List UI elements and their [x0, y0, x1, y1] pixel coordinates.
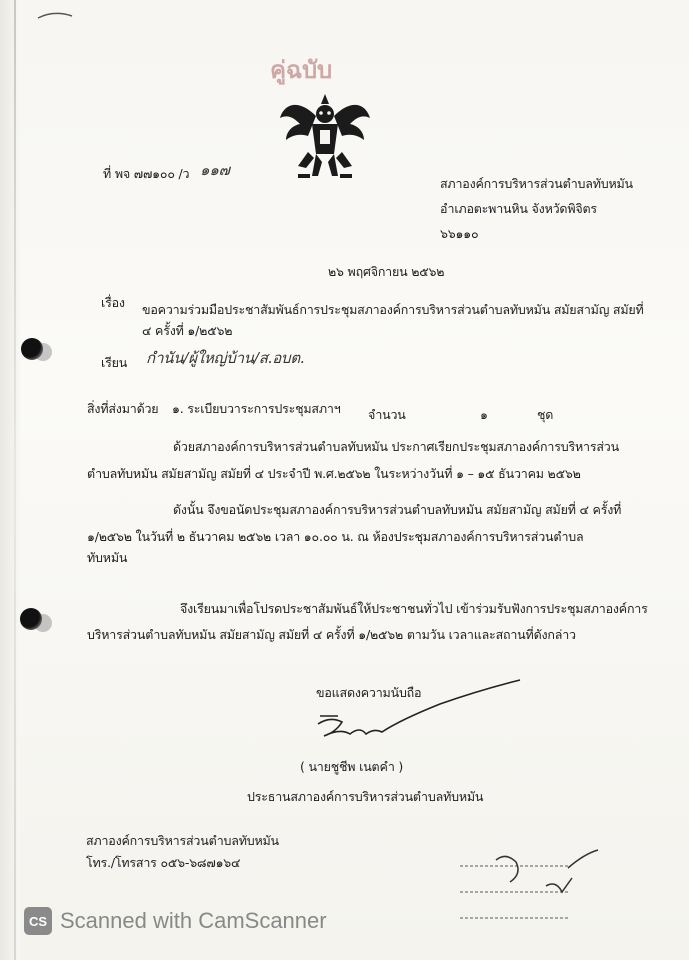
- paragraph-2-line-2: ๑/๒๕๖๒ ในวันที่ ๒ ธันวาคม ๒๕๖๒ เวลา ๑๐.๐๐ น. ณ ห้องประชุมสภาองค์การบริหารส่วนตำบล: [87, 529, 584, 544]
- document-date: ๒๖ พฤศจิกายน ๒๕๖๒: [328, 264, 445, 279]
- recipient-label: เรียน: [101, 355, 128, 370]
- subject-line-2: ๔ ครั้งที่ ๑/๒๕๖๒: [142, 323, 233, 338]
- scribble-mark-icon: [36, 6, 76, 26]
- enclosure-unit: ชุด: [537, 407, 554, 422]
- paragraph-2-line-3: ทับหมัน: [87, 550, 128, 565]
- paragraph-2-line-1: ดังนั้น จึงขอนัดประชุมสภาองค์การบริหารส่วนตำบลทับหมัน สมัยสามัญ สมัยที่ ๔ ครั้งที่: [173, 502, 622, 517]
- closing-text: ขอแสดงความนับถือ: [316, 685, 422, 700]
- recipient-handwritten: กำนัน/ผู้ใหญ่บ้าน/ส.อบต.: [146, 349, 305, 367]
- stamp-copy: คู่ฉบับ: [270, 55, 333, 84]
- garuda-emblem-icon: [278, 88, 372, 184]
- subject-label: เรื่อง: [101, 295, 125, 310]
- enclosure-item: ๑. ระเบียบวาระการประชุมสภาฯ: [172, 401, 341, 416]
- signer-name: ( นายชูชีพ เนตคำ ): [300, 759, 404, 774]
- sender-line-2: อำเภอตะพานหิน จังหวัดพิจิตร: [440, 201, 597, 216]
- signature-icon: [310, 676, 530, 756]
- paragraph-3-line-1: จึงเรียนมาเพื่อโปรดประชาสัมพันธ์ให้ประชาชนทั่วไป เข้าร่วมรับฟังการประชุมสภาองค์การ: [180, 601, 648, 616]
- enclosure-quantity-label: จำนวน: [368, 407, 406, 422]
- paragraph-1-line-2: ตำบลทับหมัน สมัยสามัญ สมัยที่ ๔ ประจำปี พ.ศ.๒๕๖๒ ในระหว่างวันที่ ๑ – ๑๕ ธันวาคม ๒๕๖๒: [87, 466, 581, 481]
- camscanner-logo-icon: CS: [24, 907, 52, 935]
- punch-hole: [20, 608, 42, 630]
- document-number-handwritten: ๑๑๗: [200, 161, 230, 179]
- signer-position: ประธานสภาองค์การบริหารส่วนตำบลทับหมัน: [247, 789, 484, 804]
- routing-scribbles-icon: [450, 848, 630, 928]
- page-fold-line: [14, 0, 16, 960]
- page-edge: [0, 0, 20, 960]
- camscanner-watermark-text: Scanned with CamScanner: [60, 908, 327, 933]
- sender-postcode: ๖๖๑๑๐: [440, 226, 479, 241]
- subject-line-1: ขอความร่วมมือประชาสัมพันธ์การประชุมสภาองค์การบริหารส่วนตำบลทับหมัน สมัยสามัญ สมัยที่: [142, 302, 644, 317]
- paragraph-3-line-2: บริหารส่วนตำบลทับหมัน สมัยสามัญ สมัยที่ ๔ ครั้งที่ ๑/๒๕๖๒ ตามวัน เวลาและสถานที่ดังกล่าว: [87, 627, 576, 642]
- footer-office: สภาองค์การบริหารส่วนตำบลทับหมัน: [86, 833, 279, 848]
- footer-phone: โทร./โทรสาร ๐๕๖-๖๘๗๑๖๔: [86, 855, 241, 870]
- paragraph-1-line-1: ด้วยสภาองค์การบริหารส่วนตำบลทับหมัน ประกาศเรียกประชุมสภาองค์การบริหารส่วน: [173, 439, 619, 454]
- sender-line-1: สภาองค์การบริหารส่วนตำบลทับหมัน: [440, 176, 633, 191]
- punch-hole: [21, 338, 43, 360]
- camscanner-watermark: [24, 906, 327, 936]
- enclosure-label: สิ่งที่ส่งมาด้วย: [87, 401, 159, 416]
- enclosure-quantity: ๑: [480, 407, 488, 422]
- document-number: ที่ พจ ๗๗๑๐๐ /ว: [103, 166, 190, 181]
